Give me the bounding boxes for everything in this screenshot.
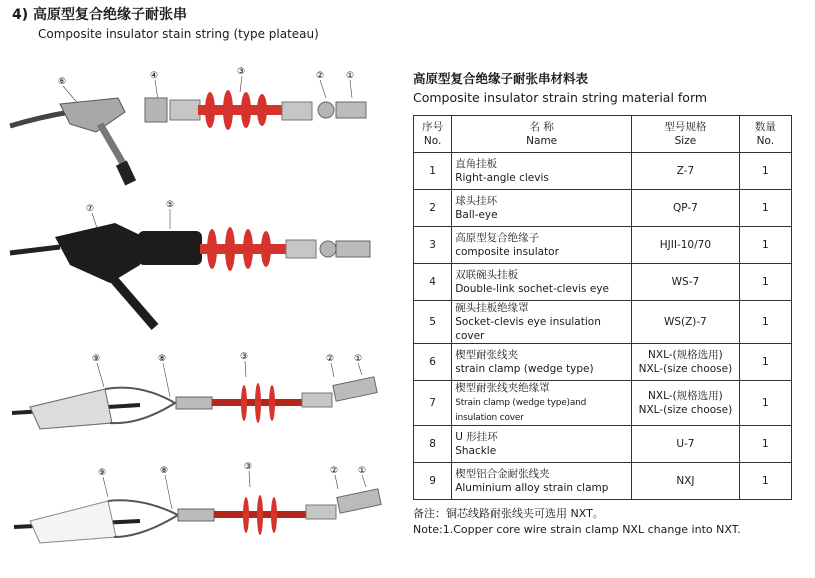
header-name-cn: 名 称 [529,121,554,133]
fig1-label-1: ① [346,71,355,81]
header-qty-en: No. [756,135,775,147]
figure-string-2 [0,195,400,340]
insulator-sheds-icon [241,383,275,423]
clevis-icon [336,102,366,118]
table-row: 4 双联碗头挂板 Double-link sochet-clevis eye WS-7 1 [414,264,792,301]
clamp-white-cover-icon [30,501,116,543]
fig1-label-6: ⑥ [58,77,67,87]
figure-string-1 [0,62,400,192]
header-no-cn: 序号 [422,121,444,133]
page-subtitle: Composite insulator stain string (type plateau) [38,27,319,41]
insulator-sheds-icon [243,495,277,535]
fig3-label-8: ⑧ [158,354,167,364]
socket-clevis-icon [145,98,167,122]
material-table [413,115,792,500]
table-title-en: Composite insulator strain string material form [413,90,708,105]
figure-string-4 [0,455,400,565]
fig2-label-5: ⑤ [166,200,175,210]
aluminium-clamp-icon [30,389,112,429]
note-en: Note:1.Copper core wire strain clamp NXL change into NXT. [413,523,741,536]
conductor-wire [10,112,70,126]
fig3-label-9: ⑨ [92,354,101,364]
fig4-label-1: ① [358,466,367,476]
table-row: 9 楔型铝合金耐张线夹 Aluminium alloy strain clamp NXJ 1 [414,463,792,500]
socket-cover-icon [138,231,202,265]
ball-eye-icon [318,102,334,118]
fig1-label-3: ③ [237,67,246,77]
table-row: 7 楔型耐张线夹绝缘罩 Strain clamp (wedge type)and insulation cover NXL-(规格选用) NXL-(size choose) 1 [414,381,792,426]
figure-string-3 [0,345,400,450]
table-row: 6 楔型耐张线夹 strain clamp (wedge type) NXL-(规格选用) NXL-(size choose) 1 [414,344,792,381]
table-row: 1 直角挂板 Right-angle clevis Z-7 1 [414,153,792,190]
header-size-cn: 型号规格 [664,121,707,133]
table-header-row [414,116,792,153]
fig1-label-4: ④ [150,71,159,81]
fig3-label-3: ③ [240,352,249,362]
clamp-insulation-cover-icon [55,223,140,283]
fig4-label-3: ③ [244,462,253,472]
fig2-label-7: ⑦ [86,204,95,214]
table-title-cn: 高原型复合绝缘子耐张串材料表 [413,71,589,86]
wedge-clamp-icon [60,98,125,132]
header-size-en: Size [674,135,697,147]
table-row: 2 球头挂环 Ball-eye QP-7 1 [414,190,792,227]
header-name-en: Name [526,135,558,147]
note-cn: 备注：铜芯线路耐张线夹可选用 NXT。 [413,507,604,520]
table-row: 3 高原型复合绝缘子 composite insulator HJII-10/70 1 [414,227,792,264]
fig4-label-9: ⑨ [98,468,107,478]
fig4-label-2: ② [330,466,339,476]
fig3-label-2: ② [326,354,335,364]
fig4-label-8: ⑧ [160,466,169,476]
fig1-label-2: ② [316,71,325,81]
fig3-label-1: ① [354,354,363,364]
header-qty-cn: 数量 [754,121,776,133]
header-no-en: No. [423,135,442,147]
page-title: 4) 高原型复合绝缘子耐张串 [12,7,188,23]
table-row: 5 碗头挂板绝缘罩 Socket-clevis eye insulation cover WS(Z)-7 1 [414,301,792,344]
table-row: 8 U 形挂环 Shackle U-7 1 [414,426,792,463]
